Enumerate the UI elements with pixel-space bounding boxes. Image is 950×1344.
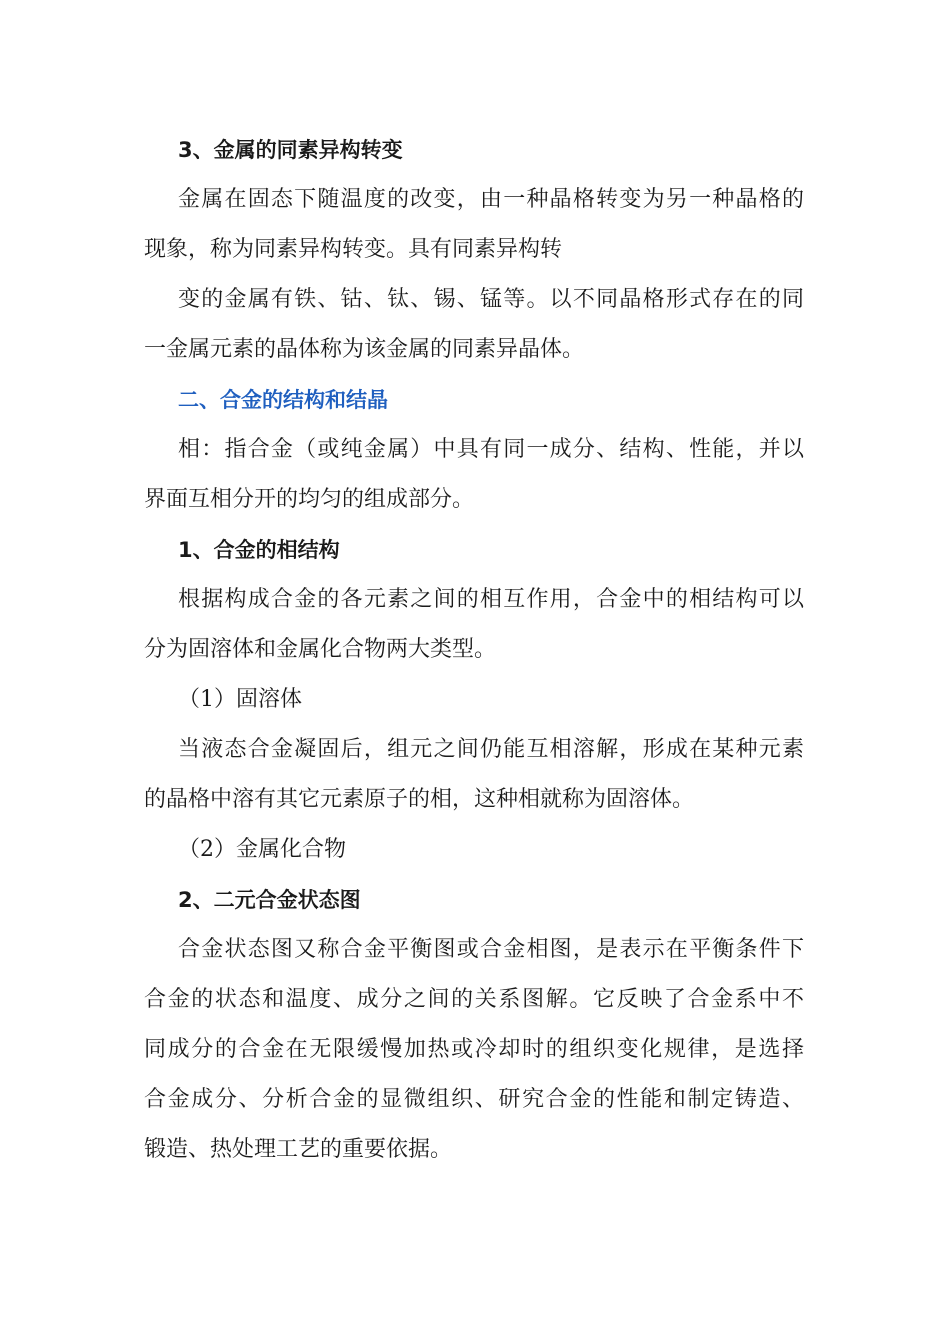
subheading-binary-phase-diagram: 2、二元合金状态图 xyxy=(178,888,361,912)
paragraph-line: 金属在固态下随温度的改变，由一种晶格转变为另一种晶格的 xyxy=(178,187,804,212)
paragraph-line: 变的金属有铁、钴、钛、锡、锰等。以不同晶格形式存在的同 xyxy=(178,287,804,312)
list-item-solid-solution: （1）固溶体 xyxy=(178,687,302,712)
paragraph-line: 分为固溶体和金属化合物两大类型。 xyxy=(144,637,497,662)
paragraph-line: 同成分的合金在无限缓慢加热或冷却时的组织变化规律，是选择 xyxy=(144,1037,804,1062)
paragraph-line: 的晶格中溶有其它元素原子的相，这种相就称为固溶体。 xyxy=(144,787,695,812)
paragraph-line: 锻造、热处理工艺的重要依据。 xyxy=(144,1137,453,1162)
paragraph-line: 当液态合金凝固后，组元之间仍能互相溶解，形成在某种元素 xyxy=(178,737,804,762)
paragraph-line: 界面互相分开的均匀的组成部分。 xyxy=(144,487,475,512)
paragraph-line: 相：指合金（或纯金属）中具有同一成分、结构、性能，并以 xyxy=(178,437,804,462)
subheading-phase-structure: 1、合金的相结构 xyxy=(178,538,340,562)
paragraph-line: 合金状态图又称合金平衡图或合金相图，是表示在平衡条件下 xyxy=(178,937,804,962)
document-body xyxy=(144,125,804,1175)
paragraph-line: 合金的状态和温度、成分之间的关系图解。它反映了合金系中不 xyxy=(144,987,804,1012)
paragraph-line: 现象，称为同素异构转变。具有同素异构转 xyxy=(144,237,563,262)
list-item-intermetallic-compound: （2）金属化合物 xyxy=(178,837,346,862)
paragraph-line: 根据构成合金的各元素之间的相互作用，合金中的相结构可以 xyxy=(178,587,804,612)
paragraph-line: 合金成分、分析合金的显微组织、研究合金的性能和制定铸造、 xyxy=(144,1087,804,1112)
section-heading-alloy-structure: 二、合金的结构和结晶 xyxy=(178,388,388,412)
paragraph-line: 一金属元素的晶体称为该金属的同素异晶体。 xyxy=(144,337,585,362)
subheading-allotropic-transformation: 3、金属的同素异构转变 xyxy=(178,138,403,162)
